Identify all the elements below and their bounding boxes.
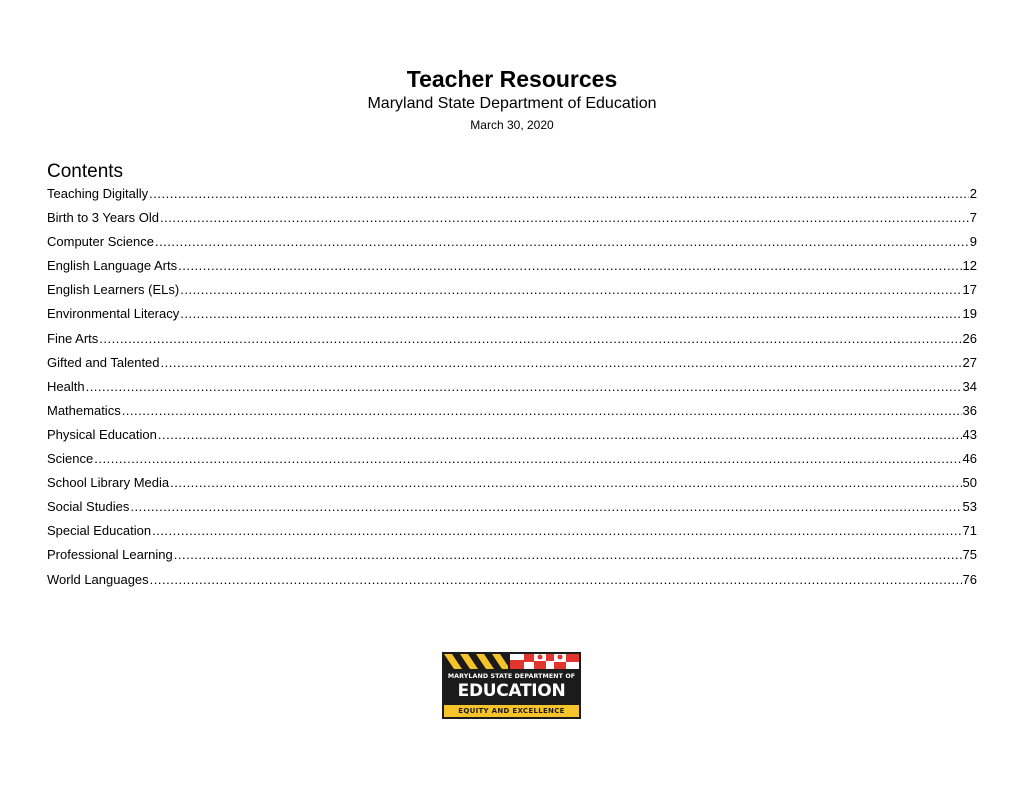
toc-page-number: 46 bbox=[962, 451, 977, 467]
page-title: Teacher Resources bbox=[406, 66, 618, 92]
logo-tagline-band bbox=[444, 705, 579, 717]
toc-page-number: 17 bbox=[962, 282, 977, 298]
toc-leader-dots bbox=[94, 449, 961, 469]
toc-entry-computer-science[interactable] bbox=[47, 232, 977, 256]
toc-leader-dots bbox=[86, 377, 962, 397]
toc-page-number: 53 bbox=[962, 499, 977, 515]
toc-entry-label: Gifted and Talented bbox=[47, 354, 160, 370]
toc-entry-mathematics[interactable] bbox=[47, 401, 977, 425]
toc-leader-dots bbox=[160, 208, 969, 228]
toc-entry-professional-learning[interactable] bbox=[47, 545, 977, 569]
toc-page-number: 26 bbox=[962, 330, 977, 346]
toc-leader-dots bbox=[161, 353, 962, 373]
toc-entry-school-library-media[interactable] bbox=[47, 473, 977, 497]
toc-entry-label: Science bbox=[47, 451, 94, 467]
toc-entry-fine-arts[interactable] bbox=[47, 329, 977, 353]
toc-leader-dots bbox=[152, 521, 961, 541]
contents-heading: Contents bbox=[47, 161, 124, 182]
toc-entry-label: Physical Education bbox=[47, 426, 157, 442]
toc-entry-english-language-arts[interactable] bbox=[47, 256, 977, 280]
toc-leader-dots bbox=[149, 184, 969, 204]
toc-entry-teaching-digitally[interactable] bbox=[47, 184, 977, 208]
toc-page-number: 19 bbox=[962, 306, 977, 322]
toc-entry-label: English Language Arts bbox=[47, 258, 178, 274]
toc-page-number: 36 bbox=[962, 402, 977, 418]
toc-entry-label: Social Studies bbox=[47, 499, 130, 515]
toc-entry-physical-education[interactable] bbox=[47, 425, 977, 449]
toc-page-number: 9 bbox=[969, 234, 977, 250]
toc-leader-dots bbox=[174, 545, 962, 565]
toc-entry-science[interactable] bbox=[47, 449, 977, 473]
page-subtitle: Maryland State Department of Education bbox=[367, 95, 657, 112]
logo-agency-name: MARYLAND STATE DEPARTMENT OF bbox=[447, 673, 576, 680]
toc-entry-label: Birth to 3 Years Old bbox=[47, 210, 160, 226]
toc-entry-label: World Languages bbox=[47, 571, 149, 587]
toc-page-number: 34 bbox=[962, 378, 977, 394]
toc-entry-environmental-literacy[interactable] bbox=[47, 304, 977, 328]
toc-page-number: 75 bbox=[962, 547, 977, 563]
toc-entry-label: English Learners (ELs) bbox=[47, 282, 180, 298]
toc-entry-label: Computer Science bbox=[47, 234, 154, 250]
toc-leader-dots bbox=[150, 570, 962, 590]
toc-leader-dots bbox=[99, 329, 961, 349]
maryland-flag-stripe-icon bbox=[442, 652, 581, 672]
msde-logo bbox=[442, 652, 581, 719]
toc-page-number: 50 bbox=[962, 475, 977, 491]
toc-entry-gifted-and-talented[interactable] bbox=[47, 353, 977, 377]
toc-entry-special-education[interactable] bbox=[47, 521, 977, 545]
toc-entry-health[interactable] bbox=[47, 377, 977, 401]
toc-entry-label: Professional Learning bbox=[47, 547, 173, 563]
toc-page-number: 7 bbox=[969, 210, 977, 226]
toc-leader-dots bbox=[170, 473, 961, 493]
toc-entry-label: Teaching Digitally bbox=[47, 186, 149, 201]
table-of-contents bbox=[47, 184, 977, 594]
toc-entry-label: Special Education bbox=[47, 523, 152, 539]
toc-entry-label: Environmental Literacy bbox=[47, 306, 180, 322]
toc-entry-label: Health bbox=[47, 378, 85, 394]
toc-entry-social-studies[interactable] bbox=[47, 497, 977, 521]
toc-leader-dots bbox=[130, 497, 961, 517]
toc-entry-world-languages[interactable] bbox=[47, 570, 977, 594]
logo-education-word: EDUCATION bbox=[457, 681, 566, 701]
toc-page-number: 27 bbox=[962, 354, 977, 370]
toc-entry-english-learners[interactable] bbox=[47, 280, 977, 304]
toc-leader-dots bbox=[178, 256, 961, 276]
toc-entry-label: Mathematics bbox=[47, 402, 121, 418]
toc-leader-dots bbox=[180, 304, 961, 324]
toc-page-number: 71 bbox=[962, 523, 977, 539]
toc-page-number: 2 bbox=[969, 186, 977, 201]
toc-leader-dots bbox=[155, 232, 969, 252]
toc-entry-birth-to-3[interactable] bbox=[47, 208, 977, 232]
toc-leader-dots bbox=[180, 280, 961, 300]
toc-page-number: 43 bbox=[962, 426, 977, 442]
toc-leader-dots bbox=[122, 401, 962, 421]
document-date: March 30, 2020 bbox=[470, 118, 554, 132]
toc-entry-label: Fine Arts bbox=[47, 330, 99, 346]
toc-page-number: 12 bbox=[962, 258, 977, 274]
logo-tagline: EQUITY AND EXCELLENCE bbox=[458, 707, 565, 715]
toc-page-number: 76 bbox=[962, 571, 977, 587]
toc-entry-label: School Library Media bbox=[47, 475, 170, 491]
toc-leader-dots bbox=[158, 425, 962, 445]
